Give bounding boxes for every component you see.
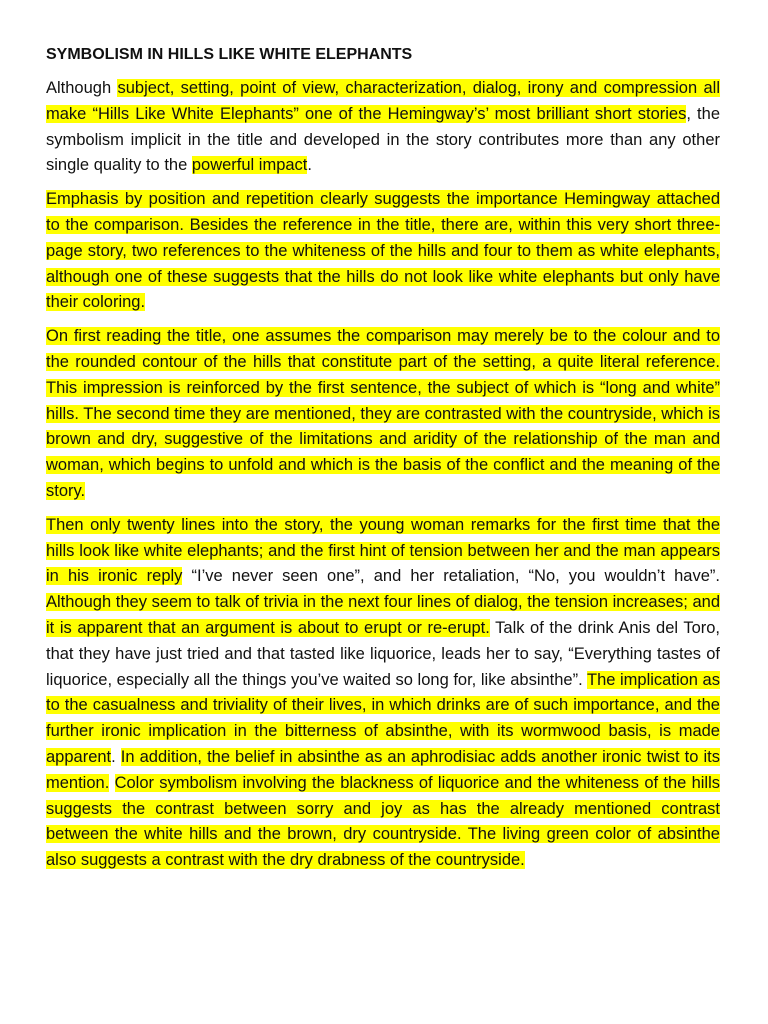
paragraph-1 <box>46 76 720 179</box>
text-segment: “I’ve never seen one”, and her retaliation, “No, you wouldn’t have”. <box>182 567 720 586</box>
text-segment: . <box>307 156 312 175</box>
highlighted-text: Emphasis by position and repetition clearly suggests the importance Hemingway attached to the comparison. Besides the reference in the title, there are, within this very short three-page story, two references to the whiteness of the hills and four to them as white elephants, although one of these suggests that the hills do not look like white elephants but only have their coloring. <box>46 190 720 312</box>
highlighted-text: On first reading the title, one assumes the comparison may merely be to the colour and to the rounded contour of the hills that constitute part of the setting, a quite literal reference. This impression is reinforced by the first sentence, the subject of which is “long and white” hills. The second time they are mentioned, they are contrasted with the countryside, which is brown and dry, suggestive of the limitations and aridity of the relationship of the man and woman, which begins to unfold and which is the basis of the conflict and the meaning of the story. <box>46 327 720 500</box>
paragraph-2 <box>46 187 720 316</box>
text-segment: , the symbolism implicit in the title and developed in the story contributes more than any other single quality to the <box>46 104 720 175</box>
document-title: SYMBOLISM IN HILLS LIKE WHITE ELEPHANTS <box>46 46 413 63</box>
text-segment: Talk of the drink Anis del Toro, that they have just tried and that tasted like liquorice, leads her to say, “Everything tastes of liquorice, especially all the things you’ve waited so long for, like absinthe”. <box>46 618 721 689</box>
text-segment: Although <box>46 79 118 97</box>
highlighted-text: subject, setting, point of view, characterization, dialog, irony and compression all make “Hills Like White Elephants” one of the Hemingway’s’ most brilliant short stories <box>46 79 720 123</box>
highlighted-text: In addition, the belief in absinthe as an aphrodisiac adds another ironic twist to its mention. <box>46 747 721 792</box>
text-segment <box>109 774 114 792</box>
highlighted-text: Then only twenty lines into the story, the young woman remarks for the first time that the hills look like white elephants; and the first hint of tension between her and the man appears in his ironic reply <box>46 515 720 586</box>
document-page <box>46 44 720 882</box>
highlighted-text: The implication as to the casualness and triviality of their lives, in which drinks are of such importance, and the further ironic implication in the bitterness of absinthe, with its wormwood basis, is made apparent <box>46 670 720 766</box>
highlighted-text: powerful impact <box>191 156 308 175</box>
highlighted-text: Color symbolism involving the blackness of liquorice and the whiteness of the hills suggests the contrast between sorry and joy as has the already mentioned contrast between the white hills and the brown, dry countryside. The living green color of absinthe also suggests a contrast with the dry drabness of the countryside. <box>46 773 721 870</box>
highlighted-text: Although they seem to talk of trivia in the next four lines of dialog, the tension increases; and it is apparent that an argument is about to erupt or re-erupt. <box>46 593 720 637</box>
text-segment: . <box>111 747 121 766</box>
paragraph-4 <box>46 513 720 874</box>
paragraph-3 <box>46 324 720 505</box>
